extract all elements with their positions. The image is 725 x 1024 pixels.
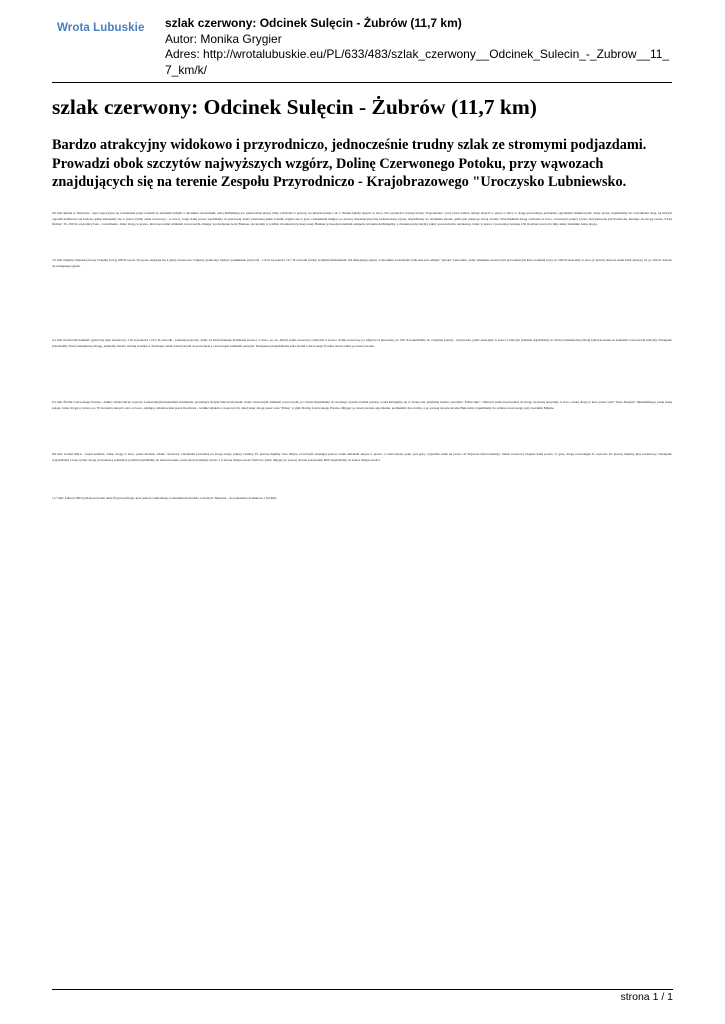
document-header: [52, 12, 672, 83]
footer-divider: [52, 989, 673, 990]
header-title: szlak czerwony: Odcinek Sulęcin - Żubrów (11,7 km): [165, 16, 462, 30]
page-number: strona 1 / 1: [620, 991, 673, 1003]
paragraph-km-6-1: 6,1 km: Źródła Czerwonego Potoku - dzikie i malownicze wąwozy z naturalnymi kaskadami strumienia, porośnięty starym bukowym lasem. Jadąc czerwonym szlakiem rowerowym, po chwili dojeżdżamy do stromego zjazdu wzdłuż potoku, a stąd kierujemy się w stronę wsi, jedziemy bardzo ostrożnie "Żabie Oko". Wkrótce szlak doprowadza do drogi, na której skręcamy w lewo i dalej drogą w lewo przez wieś "Stare Naszpie" minimalizując jazdę leśną koleją. Jadąc drogą w prawo, po 70 m należy skręcić ostro w lewo, omijając zabudowania przez Rozdroże - wzdłuż szlaków rowerowych i dalej jadąc drogą przez wieś "Polkę" w głąb Doliny Czerwonego Potoku. Mijając po lewej stronie ogrodzenie, podnieśmy dno doliny, a po prawej stronie strome Bukowiny dojeżdżamy do szlaku rowerowego przy Górskim Młynie.: [52, 400, 672, 410]
header-meta: [165, 16, 670, 78]
article-lead: Bardzo atrakcyjny widokowo i przyrodniczo, jednocześnie trudny szlak ze stromymi podjazdami. Prowadzi obok szczytów najwyższych wzgórz, Dolinę Czerwonego Potoku, przy wąwozach znajdujących się na terenie Zespołu Przyrodniczo - Krajobrazowego "Uroczysko Lubniewsko.: [52, 137, 647, 190]
paragraph-km-11-7: 11,7 km: Żubrów PKS (szlak prowadzi dalej Źrajową Drogą, koło jeziora Głębokiego w kierunku Postomii i rowem do Sulęcina - do pokonania dodatkowe 13,6 km).: [52, 496, 278, 500]
article-title: szlak czerwony: Odcinek Sulęcin - Żubrów (11,7 km): [52, 95, 537, 119]
header-author: Autor: Monika Grygier: [165, 31, 282, 46]
header-address-link[interactable]: Adres: http://wrotalubuskie.eu/PL/633/483/szlak_czerwony__Odcinek_Sulecin_-_Zubrow__11_7_km/k/: [165, 47, 670, 77]
paragraph-km-0-0: 0,0 km: Rynek w Sulęcinie - stąd rozpoczyna się zwiedzanie jadąc traktem ze szlakiem żółtym w kierunku wschodnim, ulicą Kilińskiego (w parku szlak pieszy żółty odchodzi w prawo), na skrzyżowaniu z ul. J. Piaska należy skręcić w lewo. Na wysokości czarnej ściany "Kaponierka", przy placu zabaw, należy skręcić w prawo z ulicy w drogę prowadzącą pomiędzy ogródkami działkowymi. Jadąc prosto dojeżdżamy do rozwidlenia dróg, na którym ogródki działkowe się kończą, gdzie kierujemy się w prawo (żółty szlak rowerowy - w lewo). Jadąc dalej prosto wjeżdżamy do pierwszej strefy zalesionej gdzie ścieżka wspina się w górę i Głuszkiem mijając po prawej charakterystyczną zadrzewioną wyspę, dojeżdżamy do obniżenia terenu, gdzie jest dołek po lewej stronie. Wyrobiskiem drogą odchodzi w lewo, rowerzyści jadący prosto nad jeziorem, już Rozkochą, kierując się drogą zwaną "Lisią Doliną". Po 250 m od granicy lasu - rozwidlenie. Jadąc drogą w prawo, która prowadzi szlakiem rowerowym, mijając pochodzenie Góry Bankau, docieramy w pobliże charakterystycznej sosny Bankau (z nieodpowiednim osłupem, któremu dedykujemy, z charakterystycznym), jakby pozostałością uzyskaną). Jadąc w prawo i pozostając kolejne 150 m szlak rowerowy mija leśny Głusinku leśną drogą.: [52, 211, 672, 227]
paragraph-km-8-6: 8,6 km: Górski Młyn - węzeł szlaków. Jadąc drogą w lewo, przez mostek, szlaki: czerwony i niebieski prowadzą na drogę strony polnej i dalszy. Po prawej mijamy staw młyna, za którym okrążając jezioro szlak niebieski skręca w prawo, a czerwonym, jadąc pod górę, wyjeżdża szlak na prawo od Wąwozu Żubrowskiego. Szlak rowerowy biegnie dalej prosto, w górę, drogą równoległą do wąwozu. Po prawej mijamy głaz narzutowy. Następnie wyjeżdżamy z lasu i jadąc drogą prowadzącą pomiędzy polami dojeżdżamy do skrzyżowania, przez które jedziemy prosto i w stronę miejscowości Żubrów, gdzie mijając po prawej stronie przystanek PKS dojeżdżamy do końca miejscowości.: [52, 452, 672, 462]
wrota-lubuskie-logo[interactable]: Wrota Lubuskie: [57, 22, 145, 34]
paragraph-km-3-5: 3,5 km: mijamy Głuszek (zwany Gołębią Górą) 168 m n.p.m. Na górze znajdują się 2 głazy narzutowe: większy graniczny, będący pomnikiem przyrody - 1,8 m wysokości i 9,7 m obwodu zwany Gołębim Kamieniem. Od mniejszego głazu, w kierunku zachodnim widoczna jest odległa "górska" panorama. Jadąc szlakiem rowerowym prowadzącym koło Gołębiej Góry po 500 m skręcamy w lewo (z prawej dołącza szlak żółty pieszy), by po 100 m dotrzeć do następnego głazu.: [52, 258, 672, 268]
paragraph-km-4-1: 4,1 km: Królewski Kamień: graniczny głaz narzutowy, 3 m wysokości i 16,5 m obwodu - pomnik przyrody. Jadąc od Królewskiego Kamienia prosto i w lewo, po ok. 400 m szlak rowerowy odchodzi w prawo. Szlak rowerowy po zdjęciu od pierwszej, po 250 m dojeżdżamy do wspólnej polany - krzyżówki, gdzie skręcamy w prawo i babcym rynkiem dojeżdżamy do Starej Głusinieckiej Drogi (skrzyżowanie ze szlakiem rowerowym żółtym). Następnie przecinamy Starą Głusiniecką Drogę, jedziemy bardzo stromą ścieżką w dół mając szlak wśród zarośli do przecięcia z czerwonym szlakiem pieszym. Następnie przejeżdżamy koło źródeł Czerwonego Potoku, które widać po lewej stronie.: [52, 338, 672, 348]
